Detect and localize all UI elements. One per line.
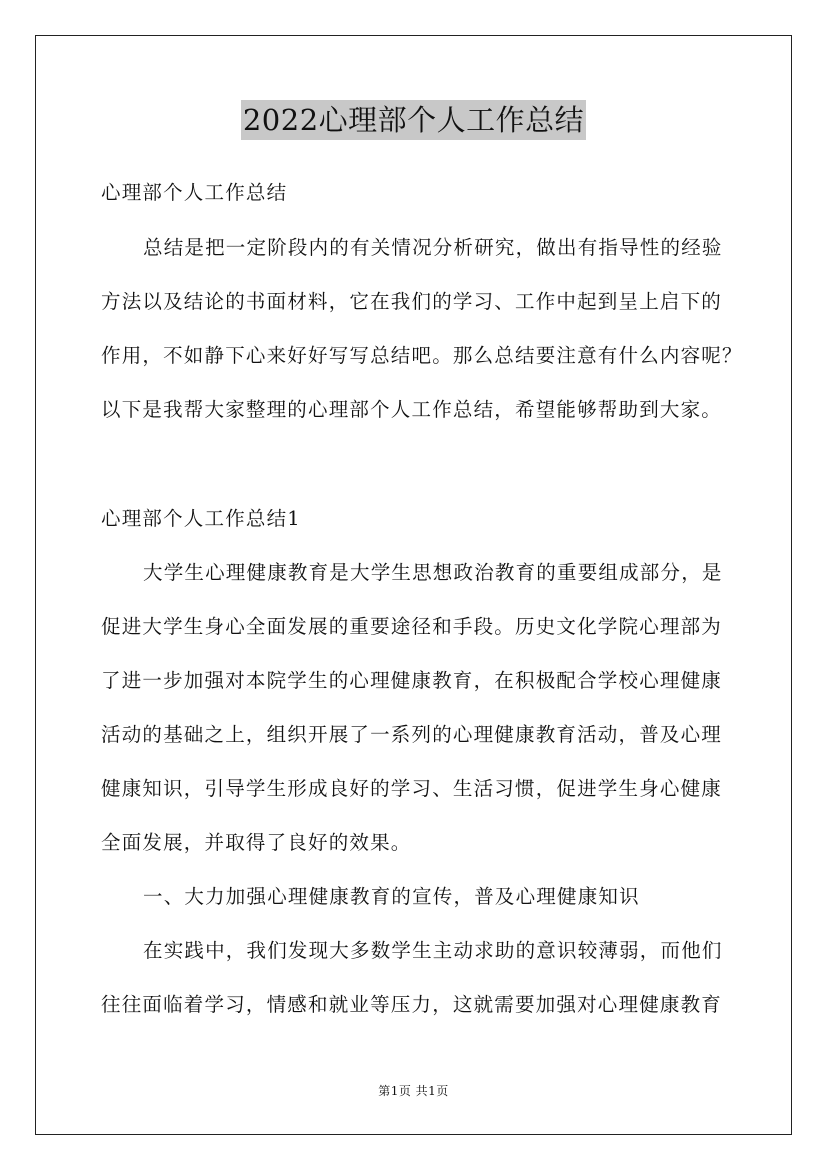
section-line-6: 全面发展，并取得了良好的效果。 xyxy=(101,831,412,854)
intro-line-2: 方法以及结论的书面材料，它在我们的学习、工作中起到呈上启下的 xyxy=(101,290,723,313)
section-line-3: 了进一步加强对本院学生的心理健康教育，在积极配合学校心理健康 xyxy=(101,669,723,692)
section-line-4: 活动的基础之上，组织开展了一系列的心理健康教育活动，普及心理 xyxy=(101,723,723,746)
document-subtitle: 心理部个人工作总结 xyxy=(101,181,288,204)
page-footer: 第1页 共1页 xyxy=(378,1084,449,1098)
section-heading: 心理部个人工作总结1 xyxy=(101,507,301,530)
section-line-5: 健康知识，引导学生形成良好的学习、生活习惯，促进学生身心健康 xyxy=(101,777,723,800)
section-line-2: 促进大学生身心全面发展的重要途径和手段。历史文化学院心理部为 xyxy=(101,615,723,638)
point-line-2: 往往面临着学习，情感和就业等压力，这就需要加强对心理健康教育 xyxy=(101,993,723,1016)
intro-line-3: 作用，不如静下心来好好写写总结吧。那么总结要注意有什么内容呢？ xyxy=(101,344,743,367)
intro-line-1: 总结是把一定阶段内的有关情况分析研究，做出有指导性的经验 xyxy=(143,236,723,259)
title-container xyxy=(0,100,827,140)
point-heading: 一、大力加强心理健康教育的宣传，普及心理健康知识 xyxy=(143,885,640,908)
section-line-1: 大学生心理健康教育是大学生思想政治教育的重要组成部分，是 xyxy=(143,561,723,584)
document-title: 2022心理部个人工作总结 xyxy=(241,100,586,140)
intro-line-4: 以下是我帮大家整理的心理部个人工作总结，希望能够帮助到大家。 xyxy=(101,398,723,421)
point-line-1: 在实践中，我们发现大多数学生主动求助的意识较薄弱，而他们 xyxy=(143,939,723,962)
